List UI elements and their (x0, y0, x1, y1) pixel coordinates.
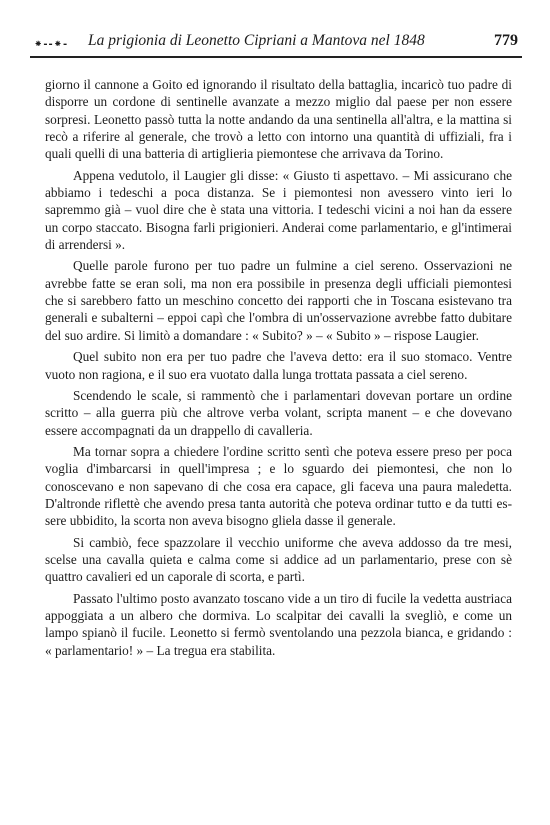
paragraph: Appena vedutolo, il Laugier gli disse: « Giusto ti aspettavo. – Mi assicurano che abbiamo i tedeschi a poca distanza. Se i piemontesi non avessero vinto ieri lo sapremmo già – vuol dire che è stata una vittoria. I tedeschi vicini a noi han da essere un corpo staccato. Bisogna farli prigionieri. Anderai come parlamentario, e gl'intimerai di arrendersi ». (45, 167, 512, 253)
paragraph: Ma tornar sopra a chiedere l'ordine scritto sentì che poteva essere preso per poca voglia d'imbarcarsi in quell'impresa ; e lo sguardo dei piemontesi, che non lo conoscevano e non sapevano di che cosa era capace, gli faceva una paura maledetta. D'altronde riflettè che avendo presa tanta autorità che poteva ordinar tutto e da tutti essere ubbidito, la scorta non aveva bisogno gliela dasse il generale. (45, 443, 512, 529)
running-header (30, 26, 520, 56)
paragraph: giorno il cannone a Goito ed ignorando il risultato della battaglia, incaricò tuo padre di disporre un cordone di sentinelle avanzate a mezzo miglio dal paese per non essere sorpresi. Leonetto passò tutta la notte andando da una sentinella all'altra, e la mattina si recò a riferire al generale, che trovò a letto con intorno una quantità di uffiziali, fra i quali quelli di una batteria di artiglieria piemontese che arrivava da Torino. (45, 77, 512, 162)
header-ornament: ⁕--⁕- (34, 39, 69, 50)
paragraph: Passato l'ultimo posto avanzato toscano vide a un tiro di fucile la vedetta austriaca appoggiata a un albero che dormiva. Lo scalpitar dei cavalli la svegliò, e come un lampo spianò il fucile. Leonetto si fermò sventolando una pezzola bianca, e gridando : « parlamentario! » – La tregua era stabilita. (45, 590, 512, 658)
paragraph: Quel subito non era per tuo padre che l'aveva detto: era il suo stomaco. Ventre vuoto non ragiona, e il suo era vuotato dalla lunga trottata passata a ciel sereno. (45, 349, 512, 382)
page-number: 779 (494, 32, 518, 49)
header-rule (30, 56, 522, 58)
running-title: La prigionia di Leonetto Cipriani a Mantova nel 1848 (88, 32, 425, 49)
paragraph: Scendendo le scale, si rammentò che i parlamentari dovevan portare un ordine scritto – alla guerra più che altrove verba volant, scripta manent – e che dovevano essere accompagnati da un drappello di cavalleria. (45, 387, 512, 438)
paragraph: Quelle parole furono per tuo padre un fulmine a ciel sereno. Osservazioni ne avrebbe fatte se eran soli, ma non era possibile in presenza degli ufficiali piemontesi che si sarebbero fatto un meschino concetto dei rapporti che in Toscana esistevano tra generali e subalterni – eppoi capì che l'ombra di un'osservazione avrebbe fatto dubitare del suo ardire. Si limitò a domandare : « Subito? » – « Subito » – rispose Laugier. (45, 258, 512, 343)
body-text (45, 76, 512, 663)
paragraph: Si cambiò, fece spazzolare il vecchio uniforme che aveva addosso da tre mesi, scelse una cavalla quieta e calma come si addice ad un parlamentario, prese con sè quattro cavalieri ed un caporale di scorta, e partì. (45, 534, 512, 585)
